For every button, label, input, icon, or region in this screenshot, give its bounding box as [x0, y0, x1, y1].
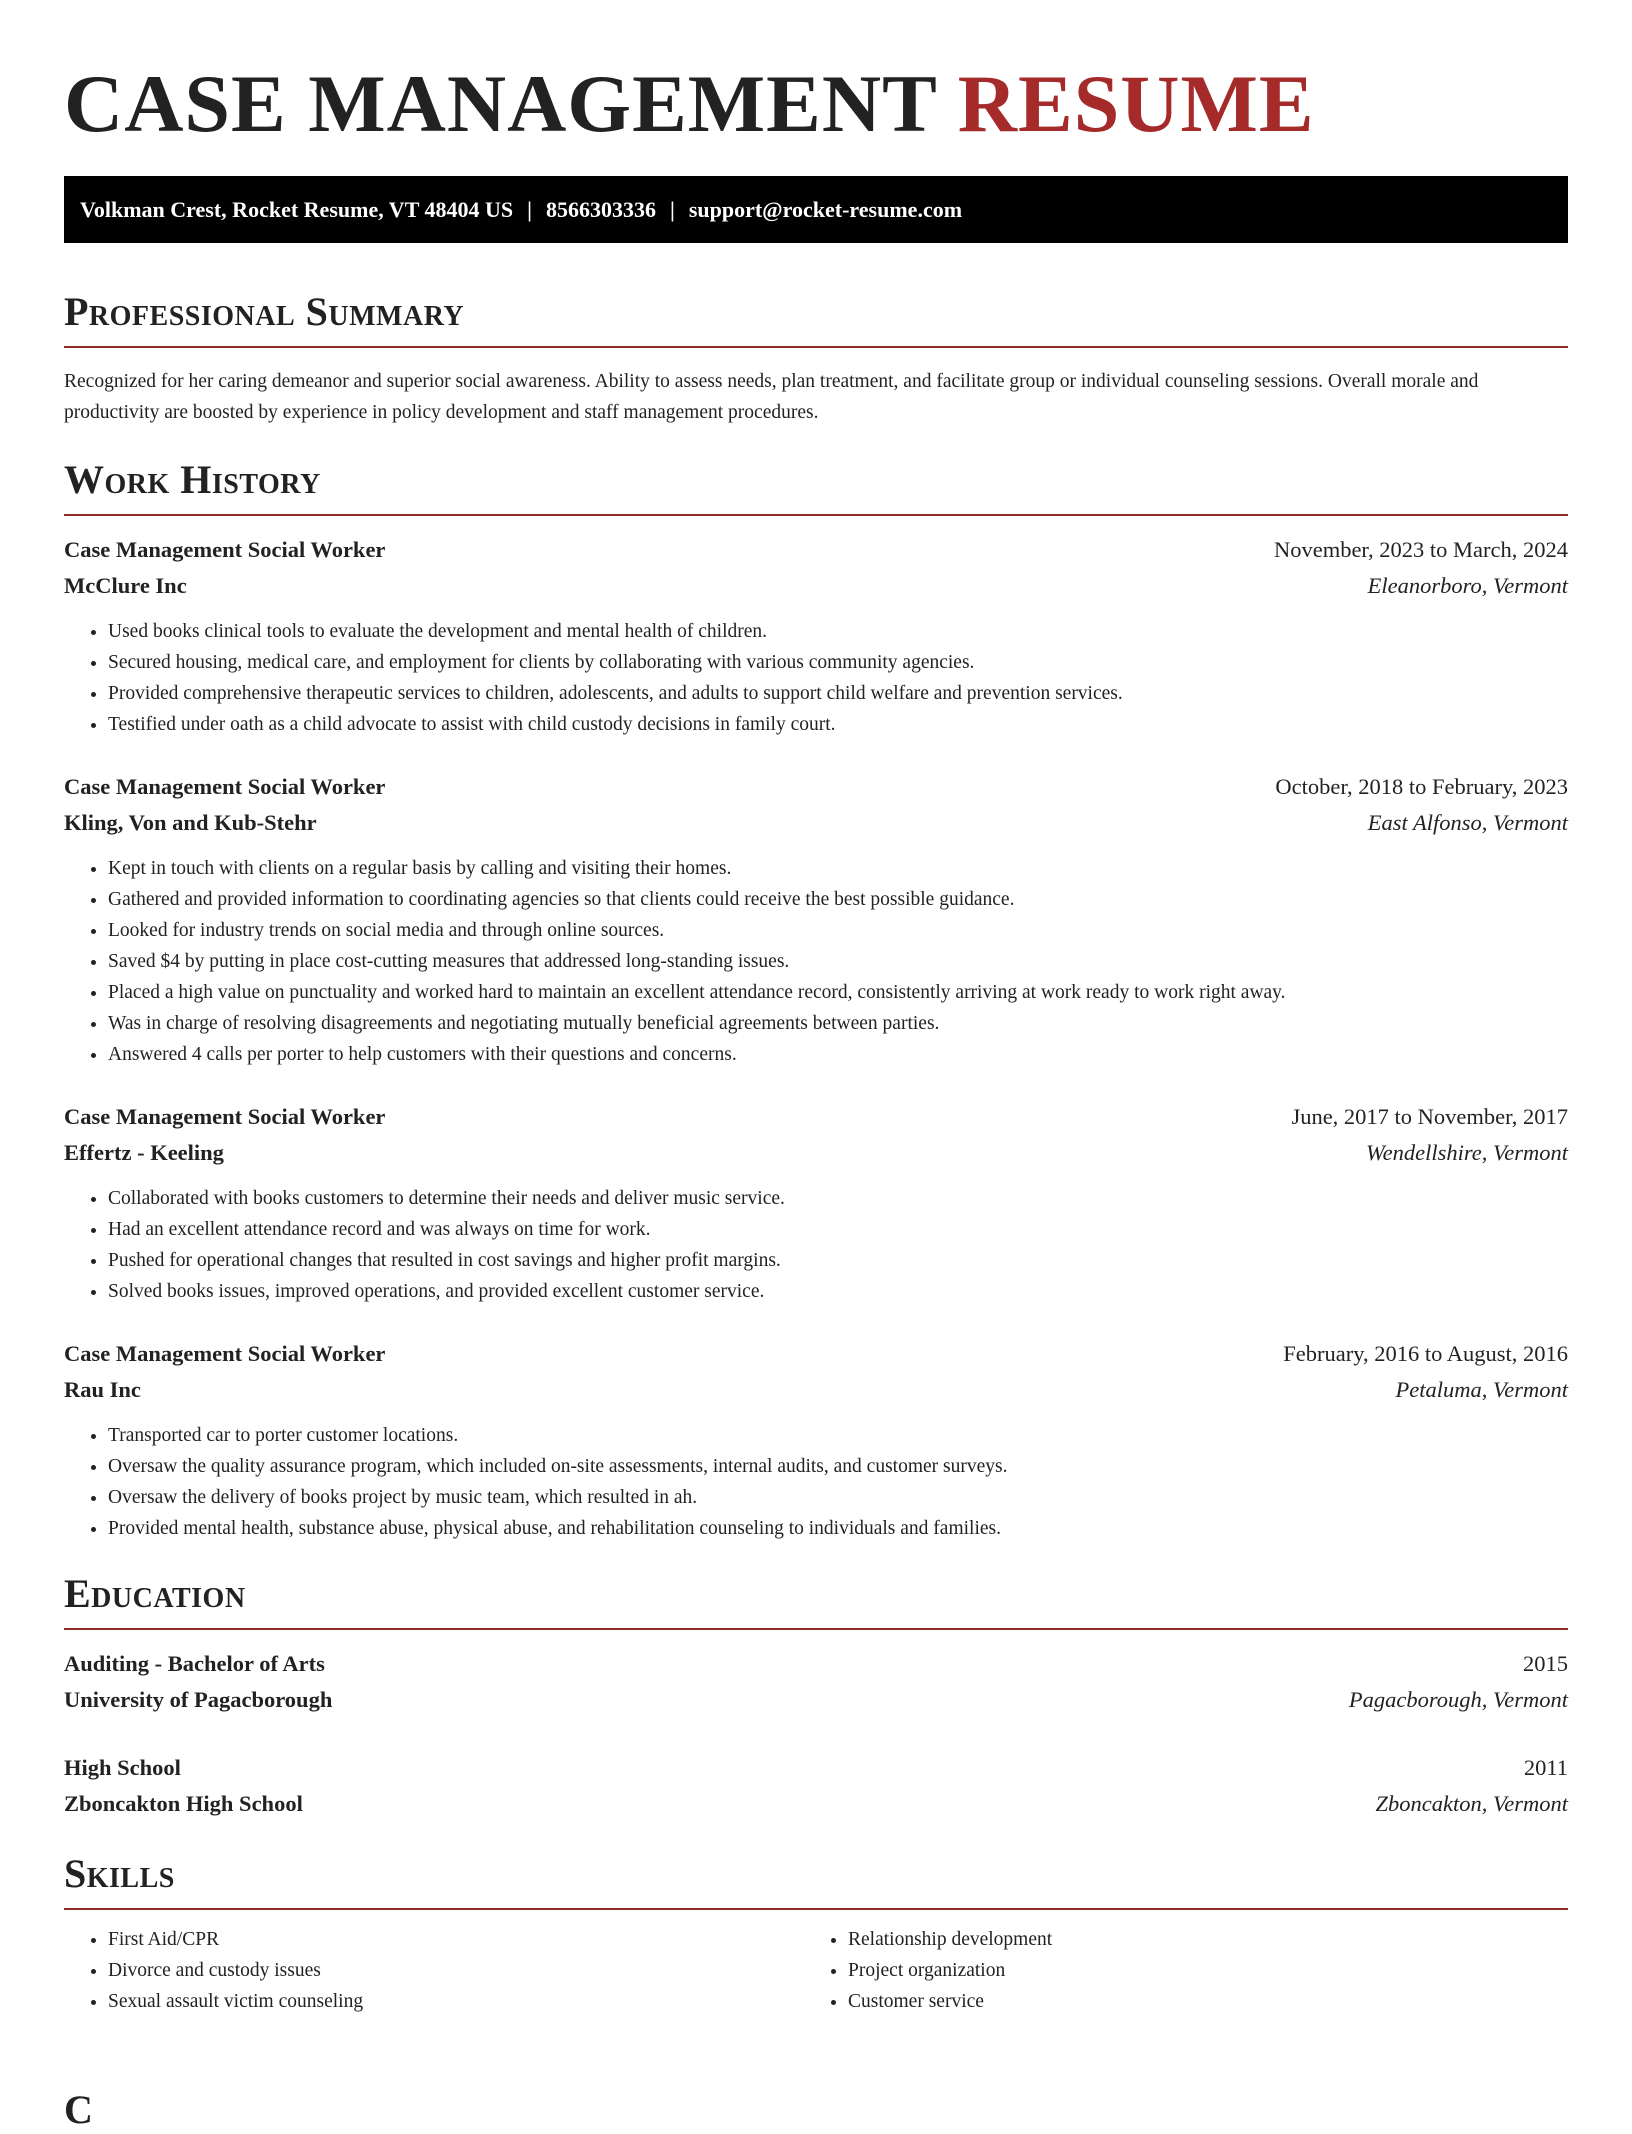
job-bullet: • Provided mental health, substance abuse, physical abuse, and rehabilitation counseling to individuals and families. — [108, 1513, 1568, 1544]
job-bullet: • Testified under oath as a child advocate to assist with child custody decisions in family court. — [108, 709, 1568, 740]
job-bullet: • Was in charge of resolving disagreements and negotiating mutually beneficial agreements between parties. — [108, 1008, 1568, 1039]
resume-page — [64, 0, 1568, 2132]
skill-item: • Project organization — [848, 1955, 1544, 1986]
job-bullets — [64, 616, 1568, 740]
contact-phone: 8566303336 — [545, 197, 656, 222]
job-title: Case Management Social Worker — [64, 1104, 386, 1129]
job-bullet: • Gathered and provided information to coordinating agencies so that clients could receive the best possible guidance. — [108, 884, 1568, 915]
work-history-section — [64, 456, 1568, 1544]
job-company: Rau Inc — [64, 1377, 141, 1402]
section-heading-work: Work History — [64, 457, 321, 502]
skill-item: • Sexual assault victim counseling — [108, 1986, 804, 2017]
job-bullet: • Secured housing, medical care, and employment for clients by collaborating with various community agencies. — [108, 647, 1568, 678]
job-location: Eleanorboro, Vermont — [1367, 573, 1568, 598]
skill-item: • Divorce and custody issues — [108, 1955, 804, 1986]
job-bullets — [64, 853, 1568, 1070]
job-location: Petaluma, Vermont — [1395, 1377, 1568, 1402]
contact-address: Volkman Crest, Rocket Resume, VT 48404 US — [80, 197, 514, 222]
education-entry — [64, 1750, 1568, 1822]
education-location: Zboncakton, Vermont — [1375, 1791, 1568, 1816]
job-entry — [64, 769, 1568, 1070]
section-heading-skills: Skills — [64, 1851, 175, 1896]
job-bullet: • Pushed for operational changes that resulted in cost savings and higher profit margins. — [108, 1245, 1568, 1276]
skills-column-left — [64, 1924, 804, 2017]
education-section — [64, 1570, 1568, 1822]
job-bullet: • Provided comprehensive therapeutic services to children, adolescents, and adults to support child welfare and prevention services. — [108, 678, 1568, 709]
job-dates: June, 2017 to November, 2017 — [1291, 1104, 1568, 1129]
section-heading-partial: C — [64, 2087, 93, 2132]
job-location: East Alfonso, Vermont — [1367, 810, 1568, 835]
contact-separator: | — [527, 197, 532, 222]
education-location: Pagacborough, Vermont — [1348, 1687, 1568, 1712]
job-bullet: • Kept in touch with clients on a regular basis by calling and visiting their homes. — [108, 853, 1568, 884]
job-bullet: • Looked for industry trends on social media and through online sources. — [108, 915, 1568, 946]
job-company: Kling, Von and Kub-Stehr — [64, 810, 317, 835]
job-entry — [64, 1099, 1568, 1307]
section-divider — [64, 1628, 1568, 1630]
job-bullet: • Transported car to porter customer locations. — [108, 1420, 1568, 1451]
jobs-list — [64, 532, 1568, 1544]
resume-title — [64, 0, 1568, 152]
job-title: Case Management Social Worker — [64, 774, 386, 799]
education-degree: High School — [64, 1755, 181, 1780]
job-bullet: • Collaborated with books customers to determine their needs and deliver music service. — [108, 1183, 1568, 1214]
job-bullet: • Oversaw the quality assurance program, which included on-site assessments, internal audits, and customer surveys. — [108, 1451, 1568, 1482]
job-bullets — [64, 1183, 1568, 1307]
job-bullet: • Solved books issues, improved operations, and provided excellent customer service. — [108, 1276, 1568, 1307]
job-bullet: • Saved $4 by putting in place cost-cutting measures that addressed long-standing issues. — [108, 946, 1568, 977]
job-bullets — [64, 1420, 1568, 1544]
education-school: University of Pagacborough — [64, 1687, 333, 1712]
title-accent: RESUME — [957, 58, 1315, 149]
summary-section — [64, 288, 1568, 428]
contact-bar — [64, 176, 1568, 243]
skill-item: • Relationship development — [848, 1924, 1544, 1955]
job-title: Case Management Social Worker — [64, 537, 386, 562]
education-year: 2011 — [1523, 1755, 1568, 1780]
education-year: 2015 — [1523, 1651, 1568, 1676]
job-entry — [64, 532, 1568, 740]
job-dates: October, 2018 to February, 2023 — [1275, 774, 1568, 799]
skills-column-right — [804, 1924, 1544, 2017]
skills-grid — [64, 1924, 1568, 2017]
skill-item: • First Aid/CPR — [108, 1924, 804, 1955]
job-bullet: • Oversaw the delivery of books project by music team, which resulted in ah. — [108, 1482, 1568, 1513]
job-bullet: • Answered 4 calls per porter to help customers with their questions and concerns. — [108, 1039, 1568, 1070]
contact-email: support@rocket-resume.com — [688, 197, 963, 222]
job-bullet: • Placed a high value on punctuality and worked hard to maintain an excellent attendance record, consistently arriving at work ready to work right away. — [108, 977, 1568, 1008]
job-bullet: • Used books clinical tools to evaluate the development and mental health of children. — [108, 616, 1568, 647]
job-location: Wendellshire, Vermont — [1365, 1140, 1568, 1165]
contact-separator: | — [669, 197, 675, 222]
section-heading-education: Education — [64, 1571, 246, 1616]
skills-section — [64, 1850, 1568, 2017]
section-divider — [64, 346, 1568, 348]
section-divider — [64, 514, 1568, 516]
job-dates: November, 2023 to March, 2024 — [1273, 537, 1568, 562]
education-degree: Auditing - Bachelor of Arts — [64, 1651, 325, 1676]
job-title: Case Management Social Worker — [64, 1341, 386, 1366]
section-divider — [64, 1908, 1568, 1910]
section-heading-summary: Professional Summary — [64, 289, 465, 334]
education-list — [64, 1646, 1568, 1822]
job-company: Effertz - Keeling — [64, 1140, 224, 1165]
education-entry — [64, 1646, 1568, 1718]
education-school: Zboncakton High School — [64, 1791, 303, 1816]
job-entry — [64, 1336, 1568, 1544]
job-company: McClure Inc — [64, 573, 187, 598]
skill-item: • Customer service — [848, 1986, 1544, 2017]
job-dates: February, 2016 to August, 2016 — [1283, 1341, 1568, 1366]
job-bullet: • Had an excellent attendance record and was always on time for work. — [108, 1214, 1568, 1245]
title-main: CASE MANAGEMENT — [64, 58, 937, 149]
summary-text: Recognized for her caring demeanor and superior social awareness. Ability to assess needs, plan treatment, and facilitate group or individual counseling sessions. Overall morale and productivity are boosted by experience in policy development and staff management procedures. — [64, 371, 1479, 423]
